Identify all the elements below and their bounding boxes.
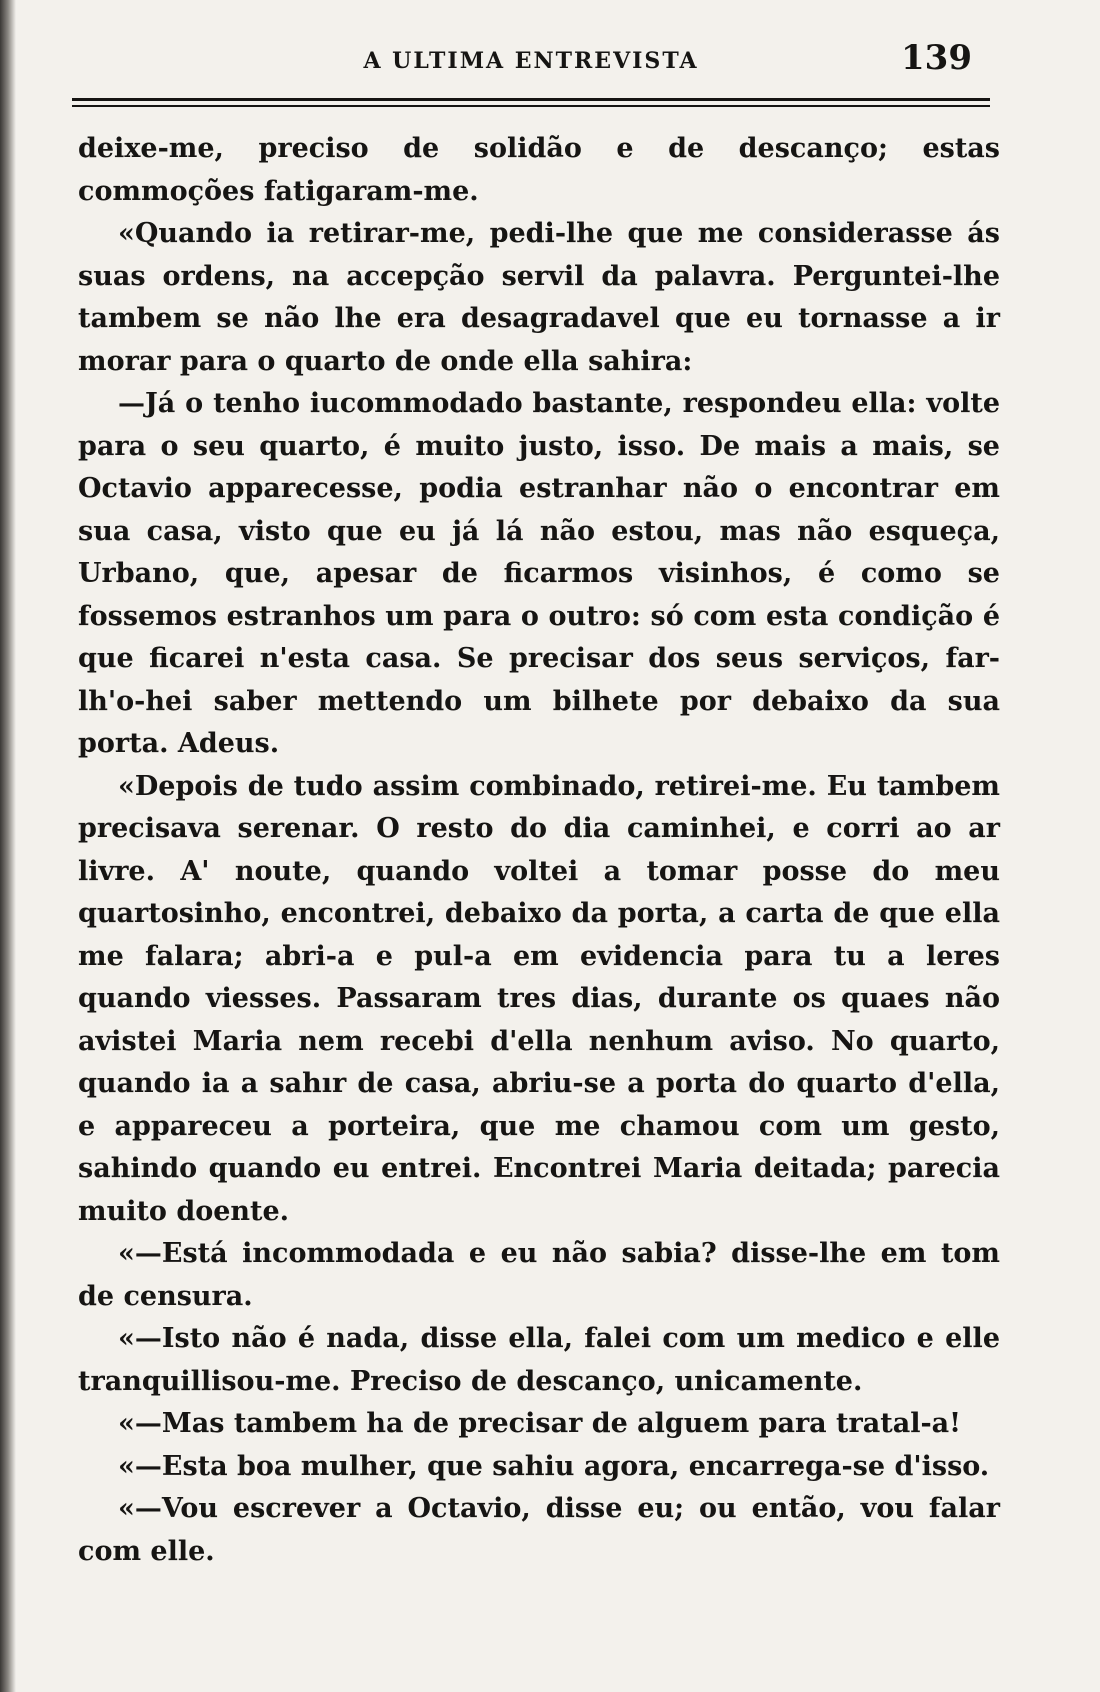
paragraph: «—Mas tambem ha de precisar de alguem para tratal-a! — [118, 1408, 962, 1439]
paragraph: «Depois de tudo assim combinado, retirei-me. Eu tambem precisava serenar. O resto do dia caminhei, e corri ao ar livre. A' noute, quando voltei a tomar posse do meu quartosinho, encontrei, debaixo da porta, a carta de que ella me falara; abri-a e pul-a em evidencia para tu a leres quando viesses. Passaram tres dias, durante os quaes não avistei Maria nem recebi d'ella nenhum aviso. No quarto, quando ia a sahır de casa, abriu-se a porta do quarto d'ella, e appareceu a porteira, que me chamou com um gesto, sahindo quando eu entrei. Encontrei Maria deitada; parecia muito doente. — [78, 770, 1000, 1227]
page-edge-shadow — [0, 0, 16, 1692]
paragraph: «Quando ia retirar-me, pedi-lhe que me considerasse ás suas ordens, na accepção servil da palavra. Perguntei-lhe tambem se não lhe era desagradavel que eu tornasse a ir morar para o quarto de onde ella sahira: — [78, 218, 1000, 377]
paragraph: «—Esta boa mulher, que sahiu agora, encarrega-se d'isso. — [118, 1450, 990, 1482]
paragraph: deixe-me, preciso de solidão e de descanço; estas commoções fatigaram-me. — [78, 133, 1000, 207]
paragraph: «—Está incommodada e eu não sabia? disse-lhe em tom de censura. — [78, 1238, 1000, 1312]
body-text — [78, 128, 1000, 1573]
running-title: A ULTIMA ENTREVISTA — [363, 48, 699, 74]
paragraph: «—Vou escrever a Octavio, disse eu; ou então, vou falar com elle. — [78, 1493, 1000, 1567]
paragraph: —Já o tenho iucommodado bastante, respondeu ella: volte para o seu quarto, é muito justo, isso. De mais a mais, se Octavio apparecesse, podia estranhar não o encontrar em sua casa, visto que eu já lá não estou, mas não esqueça, Urbano, que, apesar de ficarmos visinhos, é como se fossemos estranhos um para o outro: só com esta condição é que ficarei n'esta casa. Se precisar dos seus serviços, far-lh'o-hei saber mettendo um bilhete por debaixo da sua porta. Adeus. — [78, 388, 1000, 759]
running-head — [72, 38, 990, 88]
header-rule-bottom — [72, 105, 990, 107]
paragraph: «—Isto não é nada, disse ella, falei com um medico e elle tranquillisou-me. Preciso de descanço, unicamente. — [78, 1323, 1000, 1397]
header-rule-top — [72, 98, 990, 101]
page-number: 139 — [901, 38, 972, 78]
